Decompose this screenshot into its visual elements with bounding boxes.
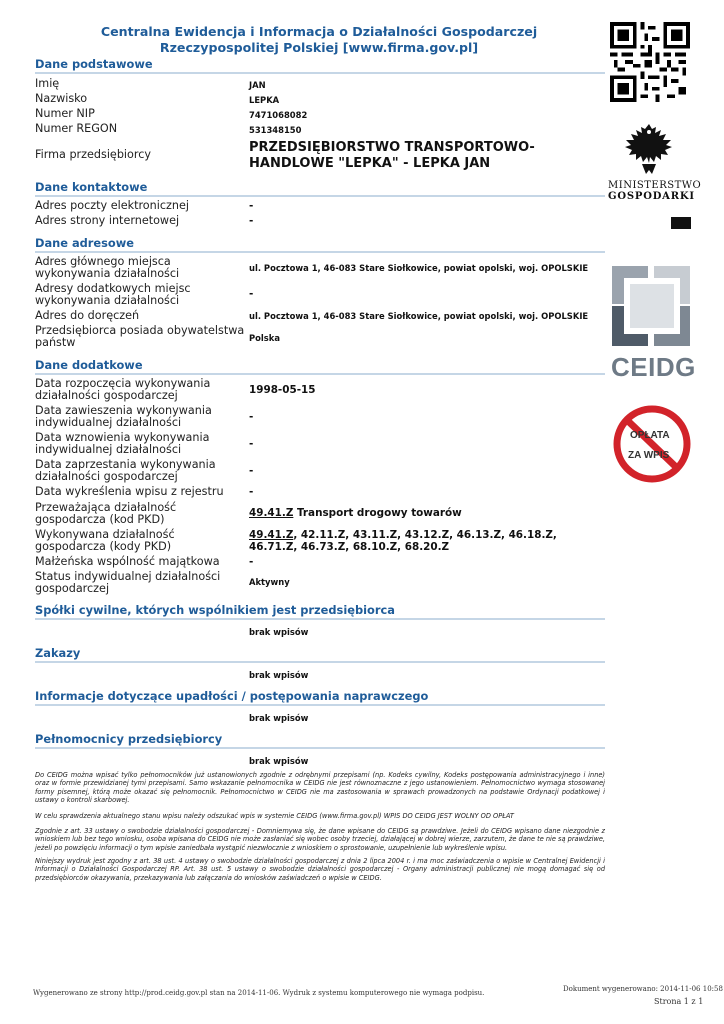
footnote-art38: Niniejszy wydruk jest zgodny z art. 38 ust. 4 ustawy o swobodzie działalności gospodarczej z dnia 2 lipca 2004 r. i ma moc zaświadczenia o wpisie w Centralnej Ewidencji i Informacji o Działalności Gospodarczej RP. Art. 38 ust. 5 ustawy o swobodzie działalności gospodarczej - Organy administracji publicznej nie mogą domagać się od przedsiębiorców okazywania, przekazywania lub załączania do wniosków zaświadczeń o wpisie w CEIDG. [35, 857, 605, 882]
first-name-value: JAN [249, 80, 266, 90]
no-fee-stamp-icon [612, 404, 692, 484]
status-label: Status indywidualnej działalności gospodarczej [35, 570, 221, 596]
section-contact: Dane kontaktowe [35, 180, 605, 197]
nip-value: 7471068082 [249, 110, 308, 120]
section-bankruptcy: Informacje dotyczące upadłości / postępowania naprawczego [35, 689, 605, 706]
main-pkd-code-link[interactable]: 49.41.Z [249, 507, 294, 519]
section-proxies: Pełnomocnicy przedsiębiorcy [35, 732, 605, 749]
bans-no-entries: brak wpisów [249, 670, 309, 680]
title-line-2: Rzeczypospolitej Polskiej [www.firma.gov.pl] [159, 40, 479, 55]
proxies-no-entries: brak wpisów [249, 756, 309, 766]
generated-source: Wygenerowano ze strony http://prod.ceidg.gov.pl stan na 2014-11-06. Wydruk z systemu komputerowego nie wymaga podpisu. [33, 989, 485, 997]
email-value: - [249, 200, 254, 212]
main-pkd-label: Przeważająca działalność gospodarcza (kod PKD) [35, 501, 177, 527]
www-label: Adres strony internetowej [35, 214, 180, 227]
page-number: Strona 1 z 1 [654, 997, 704, 1006]
first-name-label: Imię [35, 77, 60, 90]
last-name-label: Nazwisko [35, 92, 88, 105]
footnote-proxies: Do CEIDG można wpisać tylko pełnomocników już ustanowionych zgodnie z odrębnymi przepisami (np. Kodeks cywilny, Kodeks postępowania administracyjnego i inne) oraz w formie przewidzianej tymi przepisami. Samo wskazanie pełnomocnika w CEIDG nie jest równoznaczne z jego ustanowieniem. Pełnomocnictwo wymaga stosowanej formy pisemnej, którą może okazać się pełnomocnik. Pełnomocnictwo w CEIDG nie ma zastosowania w sprawach prowadzonych na podstawie Ordynacji podatkowej i ustawy o kontroli skarbowej. [35, 771, 605, 804]
section-additional: Dane dodatkowe [35, 358, 605, 375]
resume-date-label: Data wznowienia wykonywania indywidualnej działalności [35, 431, 210, 457]
section-basic: Dane podstawowe [35, 57, 605, 74]
section-partnerships: Spółki cywilne, których wspólnikiem jest przedsiębiorca [35, 603, 605, 620]
delivery-address-label: Adres do doręczeń [35, 309, 140, 322]
footnote-art33: Zgodnie z art. 33 ustawy o swobodzie działalności gospodarczej - Domniemywa się, że dane wpisane do CEIDG są prawdziwe. Jeżeli do CEIDG wpisano dane niezgodnie z wnioskiem lub bez tego wniosku, osoba wpisana do CEIDG nie może zasłaniać się wobec osoby trzeciej, działającej w dobrej wierze, zarzutem, że dane te nie są prawdziwe, jeżeli po powzięciu informacji o tym wpisie zaniedbała wystąpić niezwłocznie z wnioskiem o sprostowanie, uzupełnienie lub wykreślenie wpisu. [35, 827, 605, 852]
eagle-emblem-icon [622, 120, 676, 182]
ministry-line-2: GOSPODARKI [608, 191, 695, 202]
company-label: Firma przedsiębiorcy [35, 148, 151, 161]
nip-label: Numer NIP [35, 107, 95, 120]
delivery-address-value: ul. Pocztowa 1, 46-083 Stare Siołkowice, powiat opolski, woj. OPOLSKIE [249, 311, 589, 321]
www-value: - [249, 215, 254, 227]
qr-code-icon [610, 20, 690, 104]
email-label: Adres poczty elektronicznej [35, 199, 189, 212]
extra-address-value: - [249, 288, 254, 300]
title-line-1: Centralna Ewidencja i Informacja o Działalności Gospodarczej [100, 24, 538, 39]
status-value: Aktywny [249, 577, 290, 587]
start-date-label: Data rozpoczęcia wykonywania działalności gospodarczej [35, 377, 211, 403]
main-address-value: ul. Pocztowa 1, 46-083 Stare Siołkowice, powiat opolski, woj. OPOLSKIE [249, 263, 589, 273]
end-date-value: - [249, 465, 254, 477]
ministry-line-1: MINISTERSTWO [608, 180, 702, 191]
end-date-label: Data zaprzestania wykonywania działalności gospodarczej [35, 458, 216, 484]
stamp-line-1: OPŁATA [630, 430, 670, 441]
pkd-other-codes: , 42.11.Z, 43.11.Z, 43.12.Z, 46.13.Z, 46.18.Z, 46.71.Z, 46.73.Z, 68.10.Z, 68.20.Z [249, 529, 557, 553]
ministry-bar [671, 217, 691, 229]
generated-date: Dokument wygenerowano: 2014-11-06 10:58 [563, 985, 723, 993]
delete-date-value: - [249, 486, 254, 498]
extra-address-label: Adresy dodatkowych miejsc wykonywania działalności [35, 282, 191, 308]
citizenship-label: Przedsiębiorca posiada obywatelstwa państw [35, 324, 245, 350]
footnote-check: W celu sprawdzenia aktualnego stanu wpisu należy odszukać wpis w systemie CEIDG (www.firma.gov.pl) WPIS DO CEIDG JEST WOLNY OD OPŁAT [35, 812, 514, 820]
pkd-first-code-link[interactable]: 49.41.Z [249, 529, 294, 541]
marital-value: - [249, 556, 254, 568]
resume-date-value: - [249, 438, 254, 450]
regon-value: 531348150 [249, 125, 302, 135]
document-title [35, 24, 603, 56]
main-address-label: Adres głównego miejsca wykonywania działalności [35, 255, 180, 281]
ministry-logo [608, 180, 702, 202]
suspend-date-label: Data zawieszenia wykonywania indywidualnej działalności [35, 404, 212, 430]
pkd-codes-label: Wykonywana działalność gospodarcza (kody PKD) [35, 528, 175, 554]
citizenship-value: Polska [249, 333, 280, 343]
partnerships-no-entries: brak wpisów [249, 627, 309, 637]
company-value: PRZEDSIĘBIORSTWO TRANSPORTOWO-HANDLOWE "LEPKA" - LEPKA JAN [249, 140, 535, 171]
main-pkd-description: Transport drogowy towarów [296, 507, 462, 519]
bankruptcy-no-entries: brak wpisów [249, 713, 309, 723]
stamp-line-2: ZA WPIS [628, 450, 670, 461]
regon-label: Numer REGON [35, 122, 118, 135]
marital-label: Małżeńska wspólność majątkowa [35, 555, 220, 568]
start-date-value: 1998-05-15 [249, 384, 316, 396]
delete-date-label: Data wykreślenia wpisu z rejestru [35, 485, 224, 498]
suspend-date-value: - [249, 411, 254, 423]
ceidg-logo-text: CEIDG [611, 352, 696, 382]
last-name-value: LEPKA [249, 95, 280, 105]
section-address: Dane adresowe [35, 236, 605, 253]
main-pkd-value [249, 507, 609, 519]
pkd-codes-value [249, 529, 569, 553]
section-bans: Zakazy [35, 646, 605, 663]
